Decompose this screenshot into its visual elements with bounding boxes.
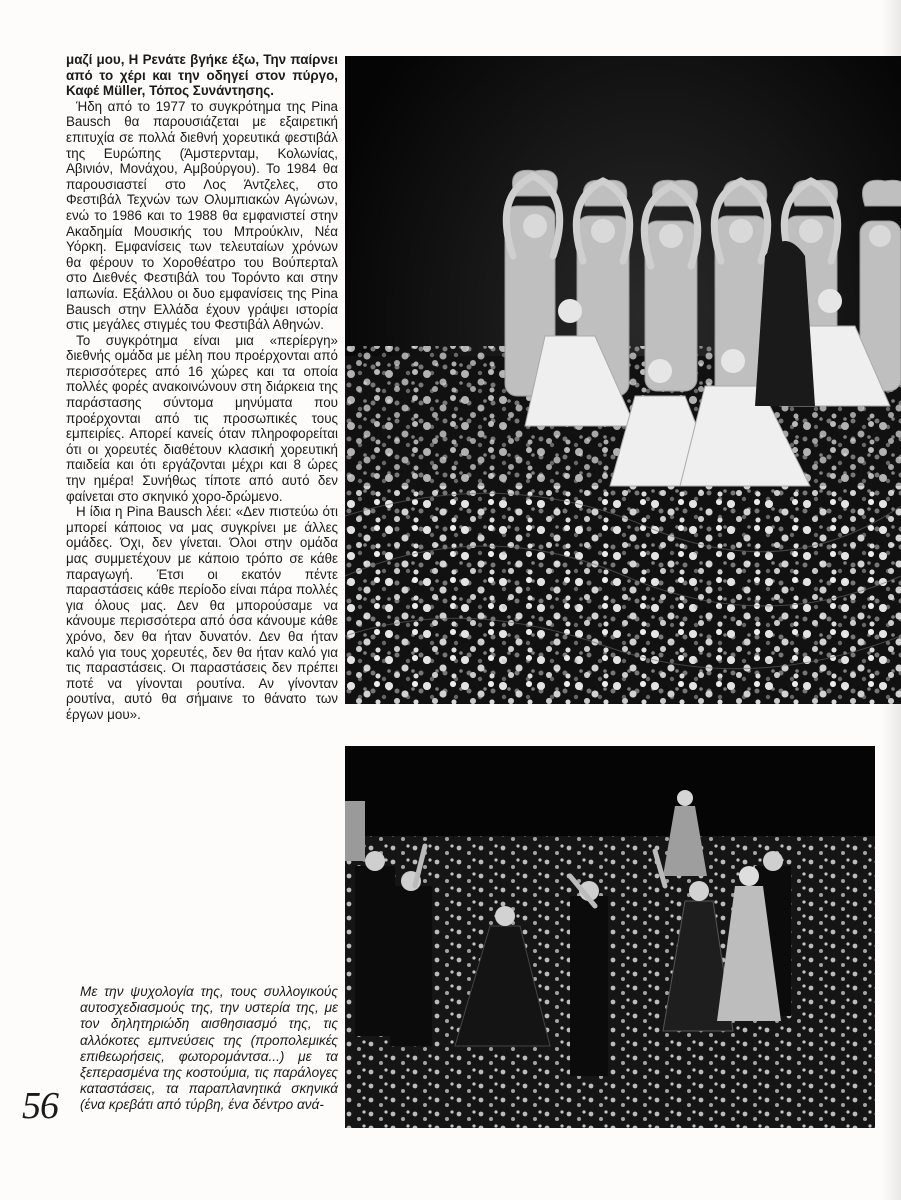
article-paragraph: Η ίδια η Pina Bausch λέει: «Δεν πιστεύω ότι μπορεί κάποιος να μας συγκρίνει με άλλες ομάδες. Όχι, δεν γίνεται. Όλοι στην ομάδα μας συμμετέχουν με κάποιο τρόπο σε κάθε παραγωγή. Έτσι οι εκατόν πέντε παραστάσεις κάθε περίοδο είναι πάρα πολλές για όλους μας. Δεν θα μπορούσαμε να κάνουμε περισσότερα από όσα κάνουμε κάθε χρόνο, δεν θα ήταν δυνατόν. Δεν θα ήταν καλό για τους χορευτές, δεν θα ήταν καλό για τις παραστάσεις. Οι παραστάσεις δεν πρέπει ποτέ να γίνονται ρουτίνα. Αν γίνονταν ρουτίνα, αυτό θα σήμαινε το θάνατο των έργων μου». (66, 504, 338, 722)
photo-dancers-seated (345, 56, 901, 704)
page-number: 56 (22, 1085, 58, 1127)
article-lead-bold: μαζί μου, Η Ρενάτε βγήκε έξω, Την παίρνει από το χέρι και την οδηγεί στον πύργο, Καφέ Müller, Τόπος Συνάντησης. (66, 52, 338, 99)
photo-dancers-seated-image (345, 56, 901, 704)
photo-dancers-walking (345, 746, 875, 1128)
article-paragraph: Το συγκρότημα είναι μια «περίεργη» διεθνής ομάδα με μέλη που προέρχονται από περισσότερες από 16 χώρες και τα οποία πολλές φορές ανακοινώνουν στη διάρκεια της παράστασης σύντομα μηνύματα που προέρχονται από τις προσωπικές τους εμπειρίες. Απορεί κανείς όταν πληροφορείται ότι οι χορευτές διαθέτουν κλασική χορευτική παιδεία και ότι εργάζονται μέχρι και 8 ώρες την ημέρα! Συνήθως τίποτε από αυτό δεν φαίνεται στο σκηνικό χορο-δρώμενο. (66, 332, 338, 504)
article-paragraph: Ήδη από το 1977 το συγκρότημα της Pina Bausch θα παρουσιάζεται με εξαιρετική επιτυχία σε πολλά διεθνή χορευτικά φεστιβάλ της Ευρώπης (Άμστερνταμ, Κολωνίας, Αβινιόν, Μονάχου, Αμβούργου). Το 1984 θα παρουσιαστεί στο Λος Άντζελες, στο Φεστιβάλ Τεχνών των Ολυμπιακών Αγώνων, ενώ το 1986 και το 1988 θα εμφανιστεί στην Ακαδημία Μουσικής του Μπρούκλιν, Νέα Υόρκη. Εμφανίσεις των τελευταίων χρόνων θα φέρουν το Χοροθέατρο του Βούπερταλ στο Διεθνές Φεστιβάλ του Τορόντο και στην Ιαπωνία. Εξάλλου οι δυο εμφανίσεις της Pina Bausch στην Ελλάδα έχουν γράψει ιστορία στις μεγάλες στιγμές του Φεστιβάλ Αθηνών. (66, 98, 338, 333)
photo-dancers-walking-image (345, 746, 875, 1128)
article-column (66, 52, 338, 723)
photo-caption: Με την ψυχολογία της, τους συλλογικούς αυτοσχεδιασμούς της, την υστερία της, με τον δηλητηριώδη αισθησιασμό της, τις αλλόκοτες εμπνεύσεις της (προπολεμικές επιθεωρήσεις, φωτορομάντσα...) με τα ξεπερασμένα της κοστούμια, τις παράλογες καταστάσεις, τα παραπλανητικά σκηνικά (ένα κρεβάτι από τύρβη, ένα δέντρο ανά- (80, 984, 338, 1113)
